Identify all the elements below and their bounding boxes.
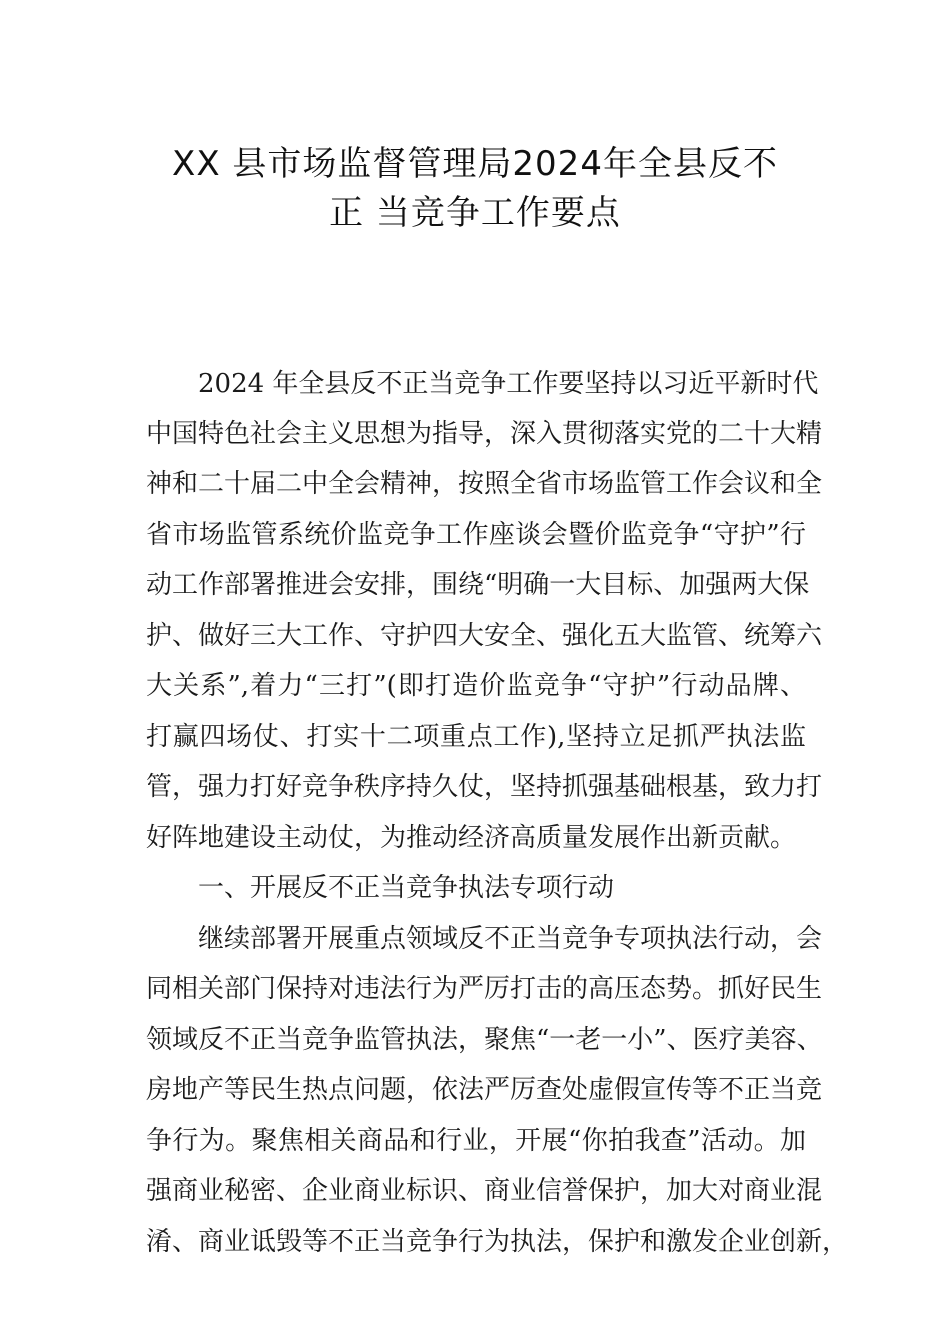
intro-line: 神和二十届二中全会精神，按照全省市场监管工作会议和全 bbox=[146, 469, 823, 499]
intro-line: 好阵地建设主动仗，为推动经济高质量发展作出新贡献。 bbox=[146, 823, 797, 853]
section-1-line: 同相关部门保持对违法行为严厉打击的高压态势。抓好民生 bbox=[146, 974, 823, 1004]
intro-line: 动工作部署推进会安排，围绕“明确一大目标、加强两大保 bbox=[146, 570, 810, 600]
intro-line: 2024 年全县反不正当竞争工作要坚持以习近平新时代 bbox=[198, 369, 819, 399]
section-1-line: 强商业秘密、企业商业标识、商业信誉保护，加大对商业混 bbox=[146, 1176, 823, 1206]
intro-line: 省市场监管系统价监竞争工作座谈会暨价监竞争“守护”行 bbox=[146, 520, 806, 550]
section-1-heading: 一、开展反不正当竞争执法专项行动 bbox=[198, 873, 615, 903]
section-1-line: 继续部署开展重点领域反不正当竞争专项执法行动，会 bbox=[198, 924, 823, 954]
intro-line: 大关系”,着力“三打”(即打造价监竞争“守护”行动品牌、 bbox=[146, 671, 806, 701]
intro-line: 护、做好三大工作、守护四大安全、强化五大监管、统筹六 bbox=[146, 621, 823, 651]
section-1-line: 淆、商业诋毁等不正当竞争行为执法，保护和激发企业创新， bbox=[146, 1227, 849, 1257]
document-title-line-1: XX 县市场监督管理局2024年全县反不 bbox=[172, 144, 778, 184]
section-1-line: 领域反不正当竞争监管执法，聚焦“一老一小”、医疗美容、 bbox=[146, 1025, 823, 1055]
intro-line: 打赢四场仗、打实十二项重点工作),坚持立足抓严执法监 bbox=[146, 722, 806, 752]
section-1-line: 房地产等民生热点问题，依法严厉查处虚假宣传等不正当竞 bbox=[146, 1075, 823, 1105]
intro-line: 管，强力打好竞争秩序持久仗，坚持抓强基础根基，致力打 bbox=[146, 772, 823, 802]
section-1-line: 争行为。聚焦相关商品和行业，开展“你拍我查”活动。加 bbox=[146, 1126, 806, 1156]
intro-line: 中国特色社会主义思想为指导，深入贯彻落实党的二十大精 bbox=[146, 419, 823, 449]
document-title-line-2: 正 当竞争工作要点 bbox=[329, 193, 621, 233]
